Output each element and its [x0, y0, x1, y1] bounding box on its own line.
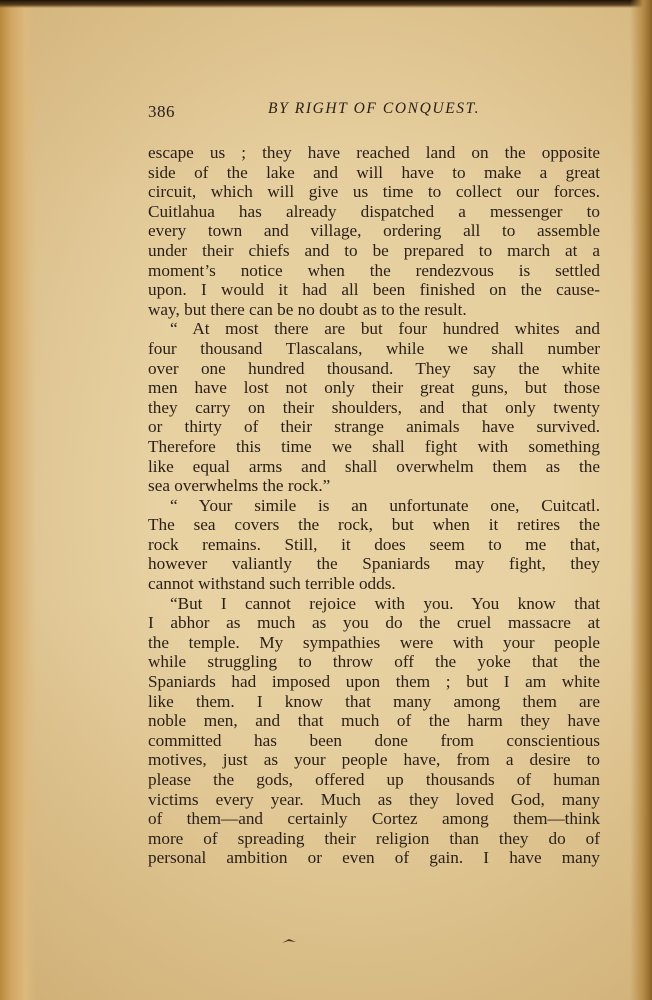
text-line: rock remains. Still, it does seem to me that, [148, 534, 600, 554]
text-line: like them. I know that many among them are [148, 691, 600, 711]
text-line: Cuitlahua has already dispatched a messenger to [148, 201, 600, 221]
right-page-edge [630, 0, 652, 1000]
text-line: the temple. My sympathies were with your people [148, 632, 600, 652]
text-line: circuit, which will give us time to collect our forces. [148, 182, 600, 202]
text-line: “ At most there are but four hundred whites and [170, 319, 600, 339]
text-line: moment’s notice when the rendezvous is settled [148, 260, 600, 280]
text-line: over one hundred thousand. They say the white [148, 358, 600, 378]
page-header [148, 100, 598, 124]
text-line: while struggling to throw off the yoke that the [148, 652, 600, 672]
text-line: “ Your simile is an unfortunate one, Cuitcatl. [170, 495, 600, 515]
running-title: BY RIGHT OF CONQUEST. [268, 100, 481, 117]
text-line: men have lost not only their great guns, but those [148, 378, 600, 398]
text-line: committed has been done from conscientious [148, 730, 600, 750]
text-line: cannot withstand such terrible odds. [148, 574, 396, 594]
text-line: victims every year. Much as they loved God, many [148, 789, 600, 809]
text-line: more of spreading their religion than they do of [148, 828, 600, 848]
ink-smudge [282, 938, 296, 944]
text-line: Spaniards had imposed upon them ; but I am white [148, 672, 600, 692]
text-line: under their chiefs and to be prepared to march at a [148, 240, 600, 260]
text-line: of them—and certainly Cortez among them—think [148, 809, 600, 829]
text-line: noble men, and that much of the harm they have [148, 711, 600, 731]
text-line: four thousand Tlascalans, while we shall number [148, 338, 600, 358]
text-line: like equal arms and shall overwhelm them as the [148, 456, 600, 476]
text-line: I abhor as much as you do the cruel massacre at [148, 613, 600, 633]
text-line: sea overwhelms the rock.” [148, 476, 331, 496]
text-line: however valiantly the Spaniards may fight, they [148, 554, 600, 574]
text-line: escape us ; they have reached land on the opposite [148, 143, 600, 162]
body-text [148, 143, 600, 868]
text-line: “But I cannot rejoice with you. You know that [170, 593, 600, 613]
text-line: The sea covers the rock, but when it retires the [148, 515, 600, 535]
text-line: personal ambition or even of gain. I have many [148, 848, 600, 868]
text-line: upon. I would it had all been finished on the cause- [148, 280, 600, 300]
text-line: motives, just as your people have, from a desire to [148, 750, 600, 770]
text-line: they carry on their shoulders, and that only twenty [148, 397, 600, 417]
page-number: 386 [148, 102, 175, 121]
text-line: every town and village, ordering all to assemble [148, 221, 600, 241]
top-edge-shadow [0, 0, 652, 8]
text-line: or thirty of their strange animals have survived. [148, 417, 600, 437]
text-line: please the gods, offered up thousands of human [148, 770, 600, 789]
text-line: side of the lake and will have to make a great [148, 162, 600, 182]
text-line: way, but there can be no doubt as to the result. [148, 299, 467, 319]
text-line: Therefore this time we shall fight with something [148, 436, 600, 456]
